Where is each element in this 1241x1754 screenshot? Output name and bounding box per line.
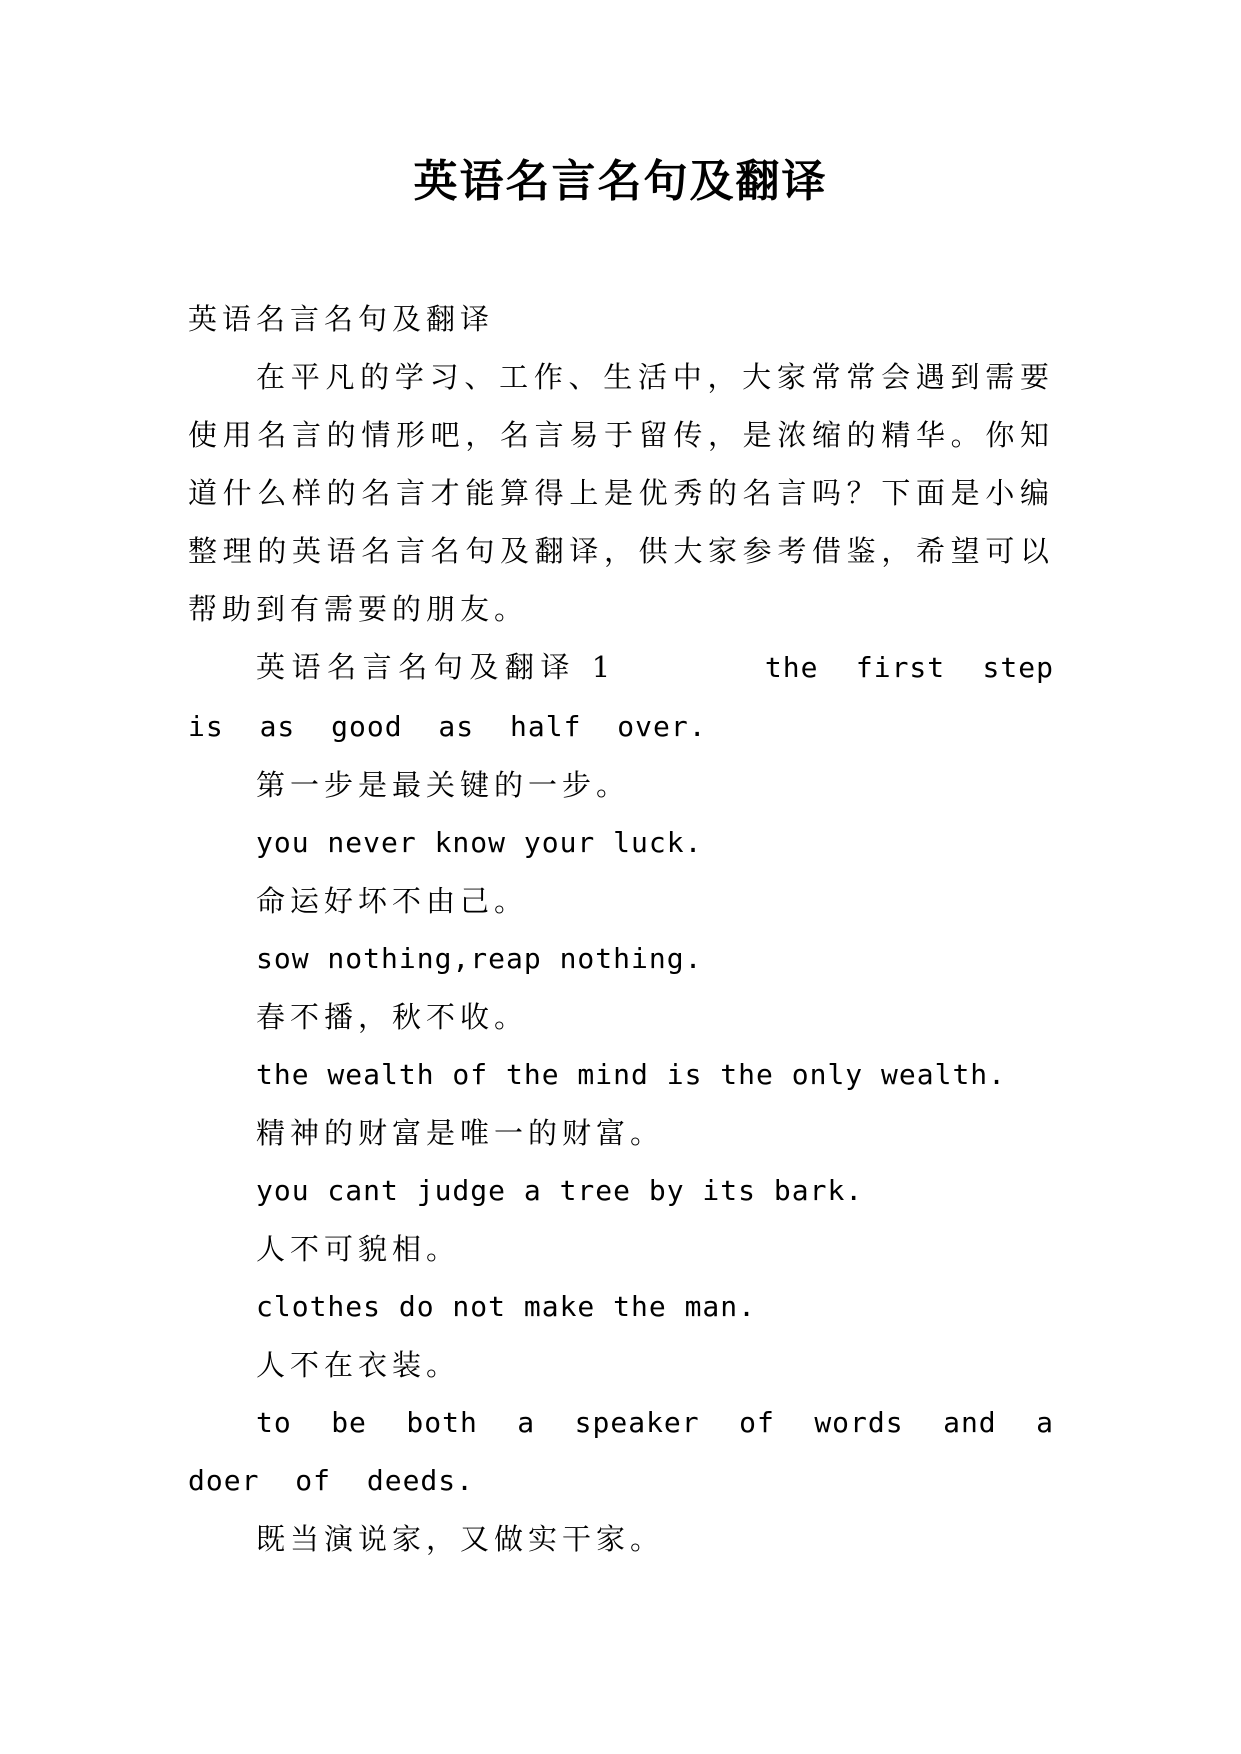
section-1-paragraph <box>188 638 1054 756</box>
quote-1-en-text: the first step is as good as half over. <box>188 651 1054 743</box>
quote-7-en: to be both a speaker of words and a doer of deeds. <box>188 1406 1054 1497</box>
quote-6-en: clothes do not make the man. <box>256 1290 757 1323</box>
quote-7-zh: 既当演说家，又做实干家。 <box>256 1522 665 1556</box>
quote-5-en: you cant judge a tree by its bark. <box>256 1174 864 1207</box>
document-subtitle: 英语名言名句及翻译 <box>188 302 495 336</box>
quote-2-zh: 命运好坏不由己。 <box>256 884 529 918</box>
quote-5-zh: 人不可貌相。 <box>256 1232 461 1266</box>
document-title: 英语名言名句及翻译 <box>413 156 828 207</box>
quote-4-en: the wealth of the mind is the only wealth. <box>256 1058 1007 1091</box>
quote-3-zh: 春不播，秋不收。 <box>256 1000 529 1034</box>
quote-6-zh: 人不在衣装。 <box>256 1348 461 1382</box>
quote-2-en: you never know your luck. <box>256 826 703 859</box>
quote-4-zh: 精神的财富是唯一的财富。 <box>256 1116 665 1150</box>
document-body <box>188 290 1054 1568</box>
quote-3-en: sow nothing,reap nothing. <box>256 942 703 975</box>
quote-1-zh: 第一步是最关键的一步。 <box>256 768 631 802</box>
section-heading: 英语名言名句及翻译 1 <box>256 650 616 684</box>
intro-paragraph: 在平凡的学习、工作、生活中，大家常常会遇到需要使用名言的情形吧，名言易于留传，是浓缩的精华。你知道什么样的名言才能算得上是优秀的名言吗？下面是小编整理的英语名言名句及翻译，供大家参考借鉴，希望可以帮助到有需要的朋友。 <box>188 360 1054 626</box>
